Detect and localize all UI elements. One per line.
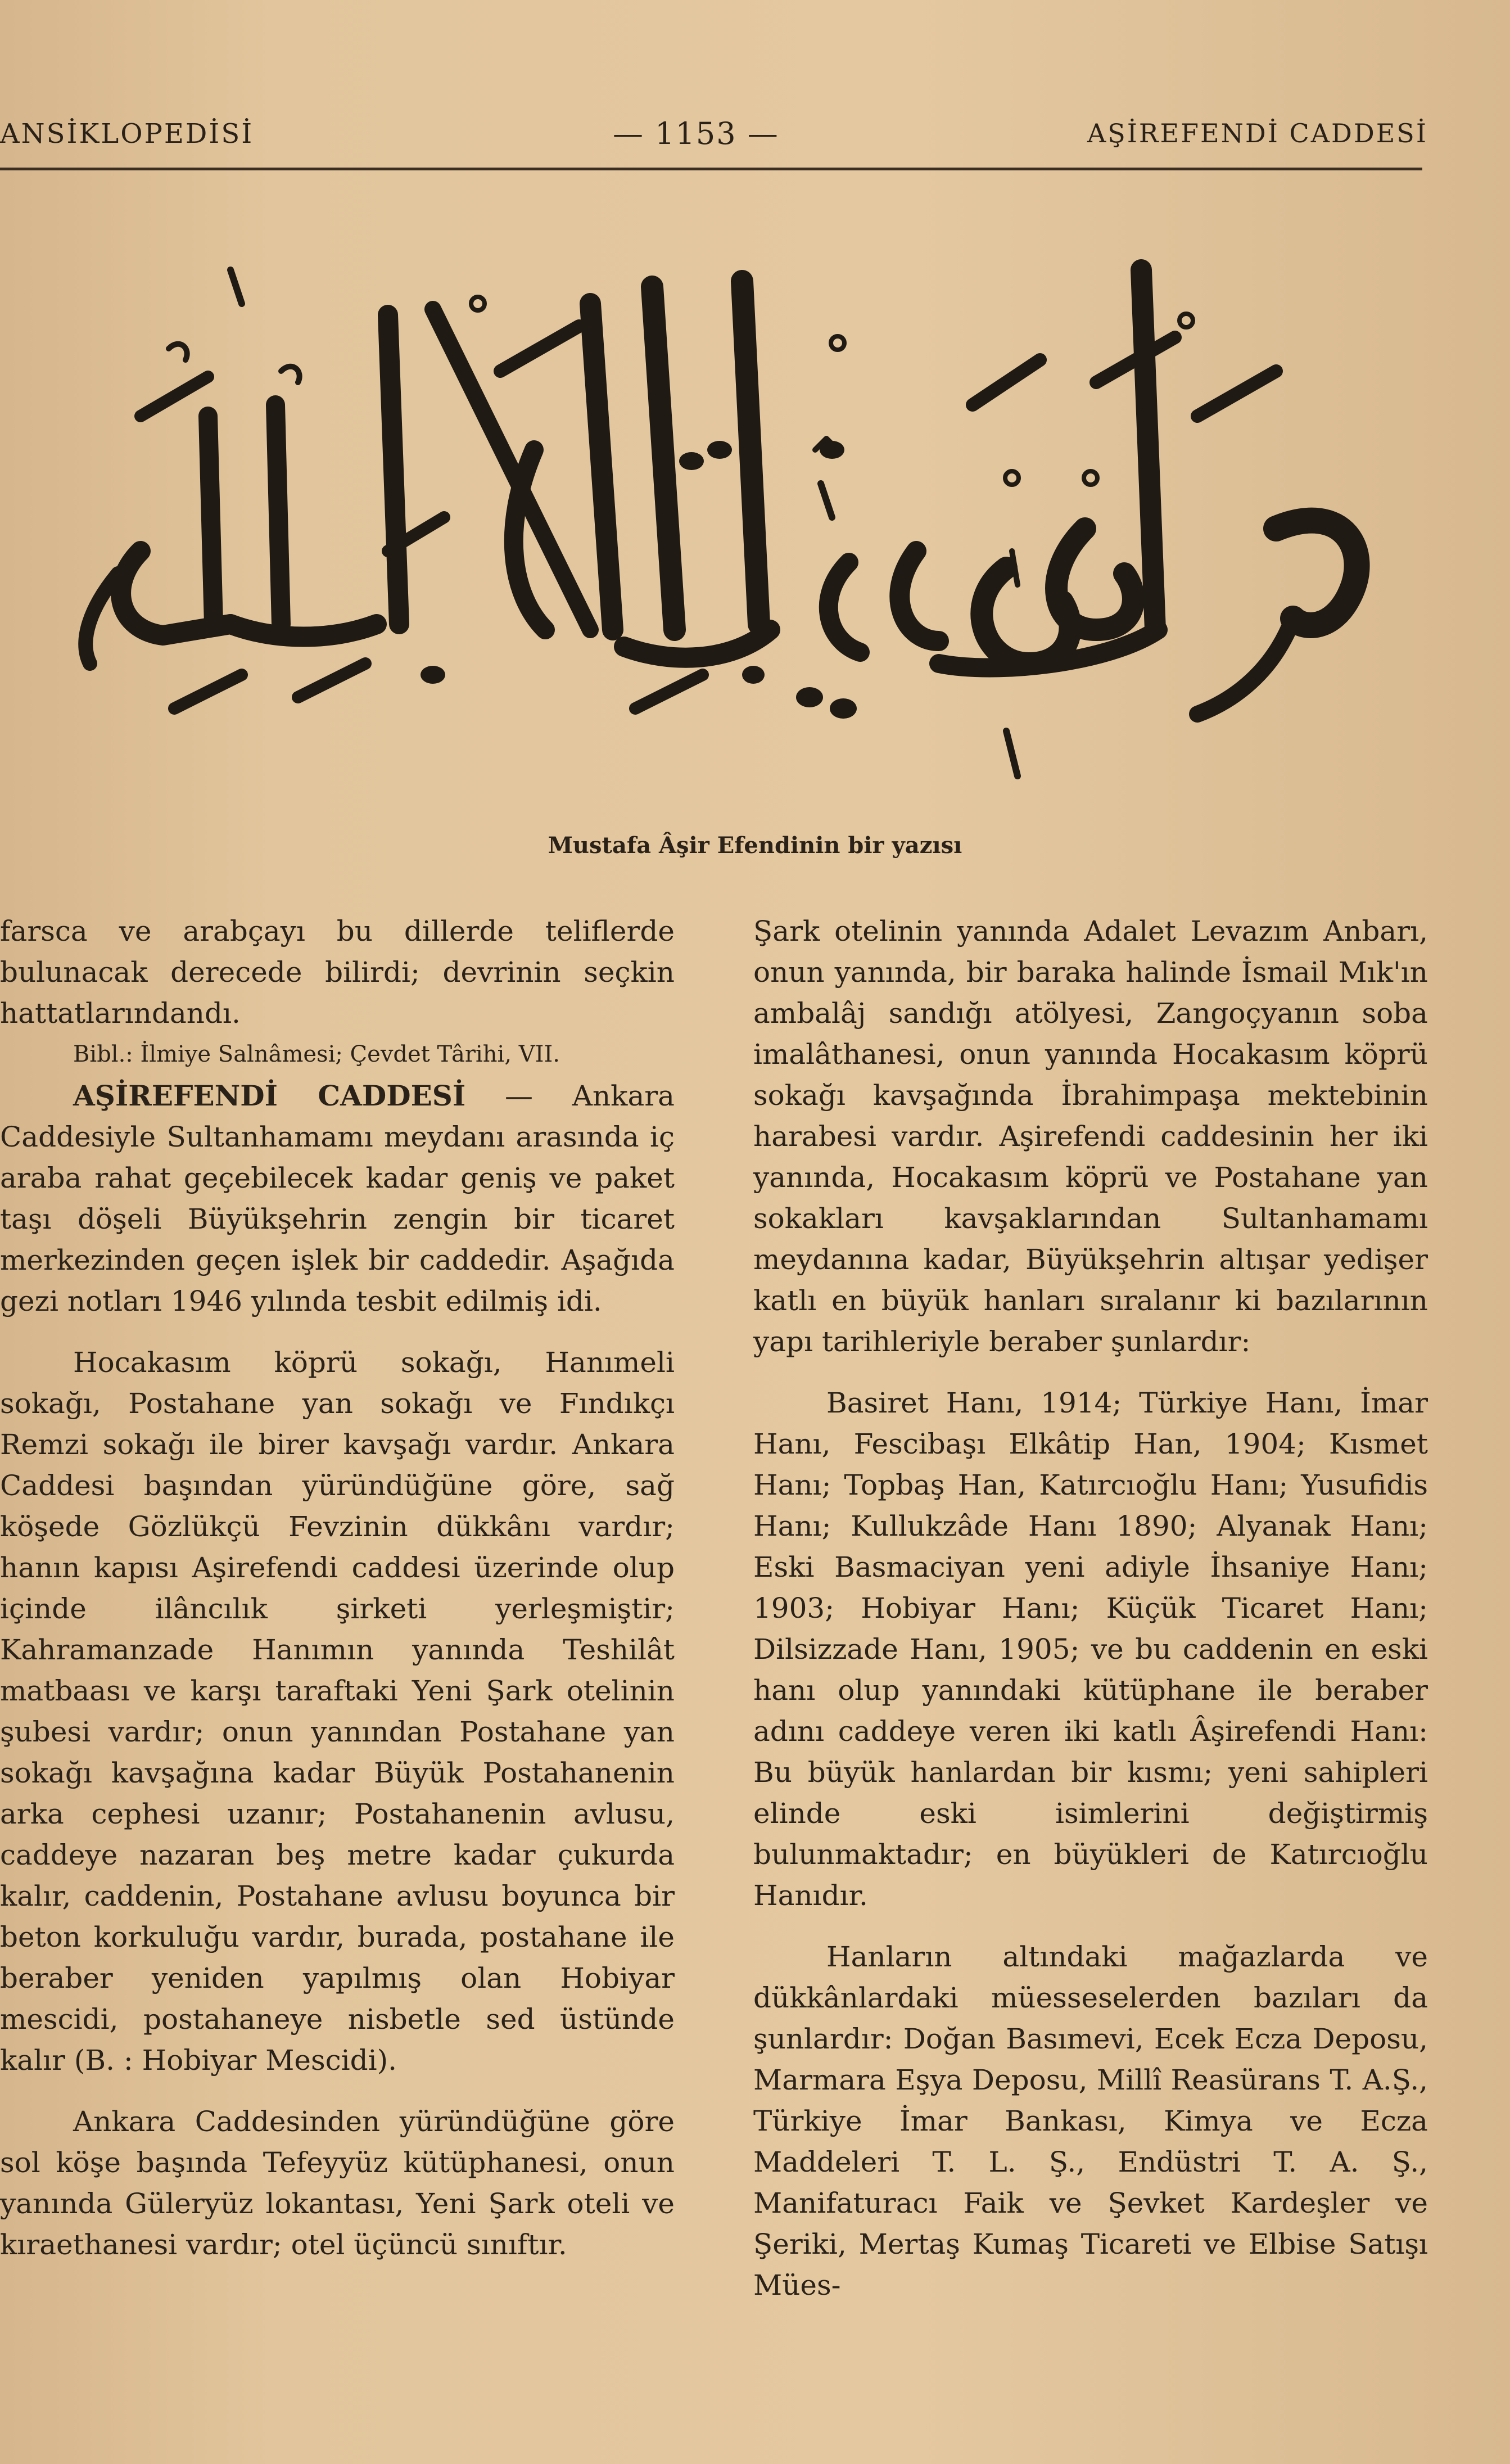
header-right: AŞİREFENDİ CADDESİ <box>1087 118 1428 148</box>
paragraph: Hocakasım köprü sokağı, Hanımeli sokağı, Postahane yan sokağı ve Fındıkçı Remzi sokağı ile birer kavşağı vardır. Ankara Caddesi başından yüründüğüne göre, sağ köşede Gözlükçü Fevzinin dükkânı vardır; hanın kapısı Aşirefendi caddesi üzerinde olup içinde ilâncılık şirketi yerleşmiştir; Kahramanzade Hanımın yanında Teshilât matbaası ve karşı taraftaki Yeni Şark otelinin şubesi vardır; onun yanından Postahane yan sokağı kavşağına kadar Büyük Postahanenin arka cephesi uzanır; Postahanenin avlusu, caddeye nazaran beş metre kadar çukurda kalır, caddenin, Postahane avlusu boyunca bir beton korkuluğu vardır, burada, postahane ile beraber yeniden yapılmış olan Hobiyar mescidi, postahaneye nisbetle sed üstünde kalır (B. : Hobiyar Mescidi). <box>0 1346 675 2077</box>
paragraph: Ankara Caddesinden yüründüğüne göre sol köşe başında Tefeyyüz kütüphanesi, onun yanında Güleryüz lokantası, Yeni Şark oteli ve kıraethanesi vardır; otel üçüncü sınıftır. <box>0 2105 675 2261</box>
paragraph: farsca ve arabçayı bu dillerde teliflerde bulunacak derecede bilirdi; devrinin seçkin hattatlarındandı. <box>0 915 675 1030</box>
figure-caption: Mustafa Âşir Efendinin bir yazısı <box>548 832 962 859</box>
running-head <box>0 112 1428 163</box>
calligraphy-artwork <box>39 236 1389 798</box>
header-rule <box>0 168 1422 170</box>
entry-text: — Ankara Caddesiyle Sultanhamamı meydanı arasında iç araba rahat geçebilecek kadar geniş ve paket taşı döşeli Büyükşehrin zengin bir ticaret merkezinden geçen işlek bir caddedir. Aşağıda gezi notları 1946 yılında tesbit edilmiş idi. <box>0 1080 675 1317</box>
page-number: — 1153 — <box>613 116 779 151</box>
paragraph: Şark otelinin yanında Adalet Levazım Anbarı, onun yanında, bir baraka halinde İsmail Mık'ın ambalâj sandığı atölyesi, Zangoçyanın soba imalâthanesi, onun yanında Hocakasım köprü sokağı kavşağında İbrahimpaşa mektebinin harabesi vardır. Aşirefendi caddesinin her iki yanında, Hocakasım köprü ve Postahane yan sokakları kavşaklarından Sultanhamamı meydanına kadar, Büyükşehrin altışar yedişer katlı en büyük hanları sıralanır ki bazılarının yapı tarihleriyle beraber şunlardır: <box>753 915 1428 1358</box>
paragraph: Basiret Hanı, 1914; Türkiye Hanı, İmar Hanı, Fescibaşı Elkâtip Han, 1904; Kısmet Hanı; Topbaş Han, Katırcıoğlu Hanı; Yusufidis Hanı; Kullukzâde Hanı 1890; Alyanak Hanı; Eski Basmaciyan yeni adiyle İhsaniye Hanı; 1903; Hobiyar Hanı; Küçük Ticaret Hanı; Dilsizzade Hanı, 1905; ve bu caddenin en eski hanı olup yanındaki kütüphane ile beraber adını caddeye veren iki katlı Âşirefendi Hanı: Bu büyük hanlardan bir kısmı; yeni sahipleri elinde eski isimlerini değiştirmiş bulunmaktadır; en büyükleri de Katırcıoğlu Hanıdır. <box>753 1387 1428 1912</box>
bibliography: Bibl.: İlmiye Salnâmesi; Çevdet Târihi, VII. <box>73 1041 560 1067</box>
entry-paragraph <box>0 1075 675 1322</box>
entry-heading: AŞİREFENDİ CADDESİ <box>73 1079 466 1112</box>
left-column <box>0 911 675 2266</box>
right-column <box>753 911 1428 2306</box>
paragraph: Hanların altındaki mağazlarda ve dükkânlardaki müesseselerden bazıları da şunlardır: Doğan Basımevi, Ecek Ecza Deposu, Marmara Eşya Deposu, Millî Reasürans T. A.Ş., Türkiye İmar Bankası, Kimya ve Ecza Maddeleri T. L. Ş., Endüstri T. A. Ş., Manifaturacı Faik ve Şevket Kardeşler ve Şeriki, Mertaş Kumaş Ticareti ve Elbise Satışı Mües- <box>753 1940 1428 2301</box>
header-left: ANSİKLOPEDİSİ <box>0 118 254 150</box>
